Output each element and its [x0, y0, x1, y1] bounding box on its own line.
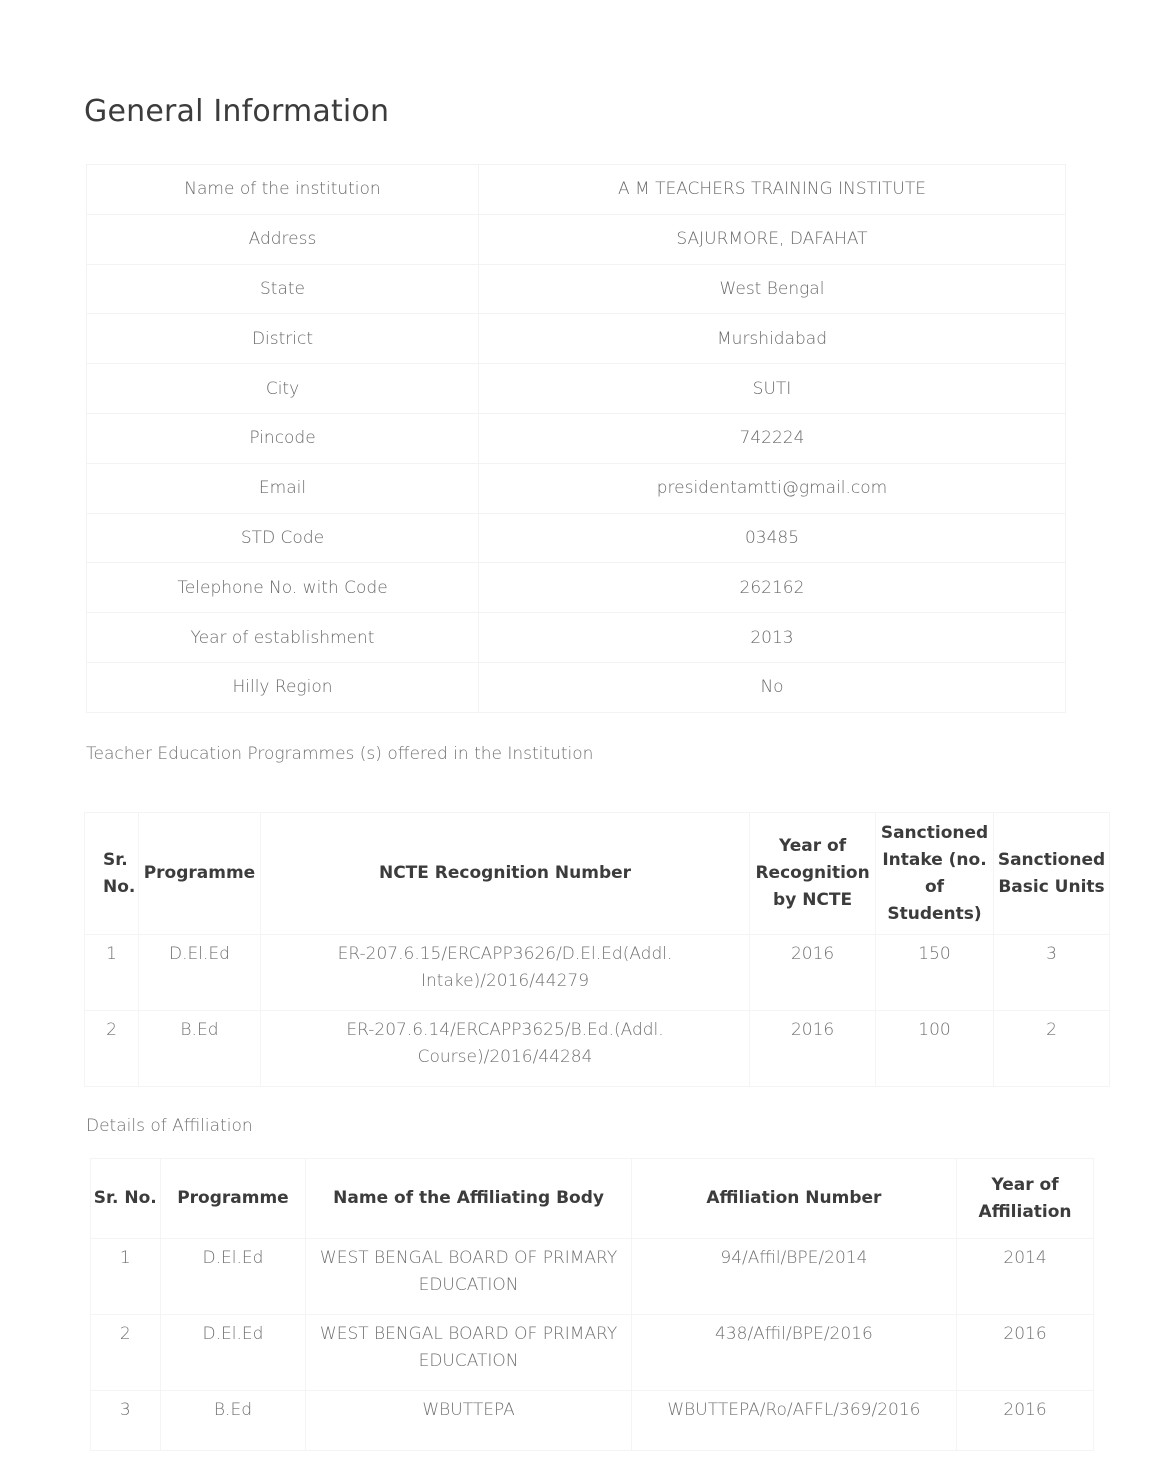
info-label: Hilly Region	[87, 662, 479, 712]
info-label: District	[87, 314, 479, 364]
table-row	[87, 214, 1066, 264]
table-row	[87, 563, 1066, 613]
table-header-row	[85, 813, 1110, 935]
col-header-units: Sanctioned Basic Units	[994, 813, 1110, 935]
cell-programme: D.El.Ed	[160, 1315, 306, 1391]
table-row	[87, 413, 1066, 463]
info-value: Murshidabad	[479, 314, 1066, 364]
table-row	[87, 513, 1066, 563]
info-value: No	[479, 662, 1066, 712]
info-label: Name of the institution	[87, 165, 479, 215]
info-label: STD Code	[87, 513, 479, 563]
info-value: A M TEACHERS TRAINING INSTITUTE	[479, 165, 1066, 215]
general-info-table	[86, 164, 1066, 713]
cell-units: 2	[994, 1011, 1110, 1087]
cell-recognition-number: ER-207.6.15/ERCAPP3626/D.El.Ed(Addl. Intake)/2016/44279	[260, 935, 749, 1011]
col-header-recognition-number: NCTE Recognition Number	[260, 813, 749, 935]
info-label: Telephone No. with Code	[87, 563, 479, 613]
cell-affiliation-number: 94/Affil/BPE/2014	[631, 1239, 956, 1315]
table-row	[91, 1391, 1094, 1451]
table-row	[87, 314, 1066, 364]
cell-sr: 1	[85, 935, 139, 1011]
programmes-table	[84, 812, 1110, 1087]
cell-year: 2016	[750, 1011, 876, 1087]
info-value: West Bengal	[479, 264, 1066, 314]
cell-units: 3	[994, 935, 1110, 1011]
affiliation-table	[90, 1158, 1094, 1451]
col-header-affiliating-body: Name of the Affiliating Body	[306, 1159, 631, 1239]
cell-affiliating-body: WBUTTEPA	[306, 1391, 631, 1451]
table-row	[87, 613, 1066, 663]
info-value: SUTI	[479, 364, 1066, 414]
cell-year: 2016	[750, 935, 876, 1011]
cell-sr: 2	[85, 1011, 139, 1087]
cell-programme: D.El.Ed	[138, 935, 260, 1011]
col-header-programme: Programme	[160, 1159, 306, 1239]
table-row	[87, 662, 1066, 712]
col-header-intake: Sanctioned Intake (no. of Students)	[876, 813, 994, 935]
cell-affiliating-body: WEST BENGAL BOARD OF PRIMARY EDUCATION	[306, 1239, 631, 1315]
cell-affiliation-year: 2016	[957, 1315, 1094, 1391]
col-header-programme: Programme	[138, 813, 260, 935]
cell-affiliation-year: 2014	[957, 1239, 1094, 1315]
cell-programme: B.Ed	[138, 1011, 260, 1087]
info-label: Pincode	[87, 413, 479, 463]
info-value: 2013	[479, 613, 1066, 663]
table-row	[87, 364, 1066, 414]
affiliation-heading: Details of Affiliation	[86, 1116, 253, 1136]
table-row	[85, 935, 1110, 1011]
cell-affiliation-year: 2016	[957, 1391, 1094, 1451]
cell-intake: 150	[876, 935, 994, 1011]
cell-programme: D.El.Ed	[160, 1239, 306, 1315]
col-header-sr: Sr. No.	[85, 813, 139, 935]
info-value: 742224	[479, 413, 1066, 463]
cell-sr: 3	[91, 1391, 161, 1451]
cell-programme: B.Ed	[160, 1391, 306, 1451]
table-row	[85, 1011, 1110, 1087]
info-label: State	[87, 264, 479, 314]
info-label: Year of establishment	[87, 613, 479, 663]
cell-recognition-number: ER-207.6.14/ERCAPP3625/B.Ed.(Addl. Course)/2016/44284	[260, 1011, 749, 1087]
table-row	[91, 1315, 1094, 1391]
info-value: SAJURMORE, DAFAHAT	[479, 214, 1066, 264]
table-row	[87, 264, 1066, 314]
info-value: 03485	[479, 513, 1066, 563]
cell-affiliating-body: WEST BENGAL BOARD OF PRIMARY EDUCATION	[306, 1315, 631, 1391]
col-header-year: Year of Recognition by NCTE	[750, 813, 876, 935]
info-label: Email	[87, 463, 479, 513]
cell-intake: 100	[876, 1011, 994, 1087]
info-label: Address	[87, 214, 479, 264]
programmes-heading: Teacher Education Programmes (s) offered in the Institution	[86, 744, 594, 764]
page-title: General Information	[84, 94, 390, 129]
table-row	[91, 1239, 1094, 1315]
info-label: City	[87, 364, 479, 414]
col-header-affiliation-number: Affiliation Number	[631, 1159, 956, 1239]
cell-sr: 2	[91, 1315, 161, 1391]
table-row	[87, 165, 1066, 215]
col-header-affiliation-year: Year of Affiliation	[957, 1159, 1094, 1239]
cell-affiliation-number: 438/Affil/BPE/2016	[631, 1315, 956, 1391]
info-value: presidentamtti@gmail.com	[479, 463, 1066, 513]
table-row	[87, 463, 1066, 513]
cell-affiliation-number: WBUTTEPA/Ro/AFFL/369/2016	[631, 1391, 956, 1451]
cell-sr: 1	[91, 1239, 161, 1315]
info-value: 262162	[479, 563, 1066, 613]
table-header-row	[91, 1159, 1094, 1239]
col-header-sr: Sr. No.	[91, 1159, 161, 1239]
